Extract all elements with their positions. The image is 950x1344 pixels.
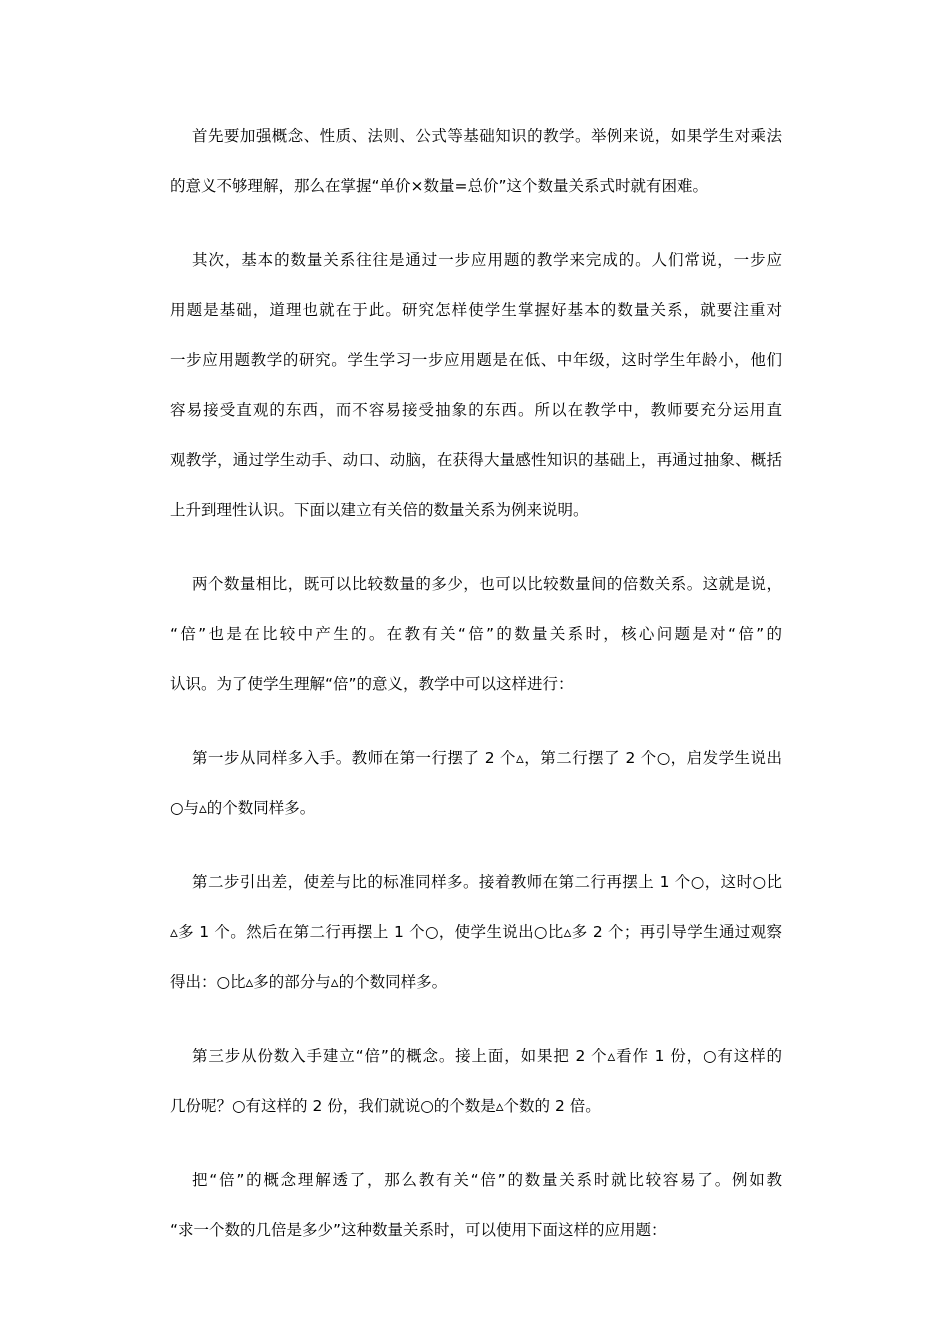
text-line: 第一步从同样多入手。教师在第一行摆了 2 个▵，第二行摆了 2 个○，启发学生说出 xyxy=(192,749,782,767)
text-line: 把“倍”的概念理解透了，那么教有关“倍”的数量关系时就比较容易了。例如教 xyxy=(192,1171,782,1189)
paragraph-step-two xyxy=(170,864,782,1014)
text-line: “求一个数的几倍是多少”这种数量关系时，可以使用下面这样的应用题： xyxy=(170,1221,667,1239)
paragraph-basics xyxy=(170,118,782,218)
text-line: 几份呢？○有这样的 2 份，我们就说○的个数是▵个数的 2 倍。 xyxy=(170,1097,601,1115)
text-line: 用题是基础，道理也就在于此。研究怎样使学生掌握好基本的数量关系，就要注重对 xyxy=(170,301,782,319)
paragraph-step-three xyxy=(170,1038,782,1138)
text-line: 上升到理性认识。下面以建立有关倍的数量关系为例来说明。 xyxy=(170,501,589,519)
paragraph-applying-multiple xyxy=(170,1162,782,1262)
text-line: 容易接受直观的东西，而不容易接受抽象的东西。所以在教学中，教师要充分运用直 xyxy=(170,401,782,419)
paragraph-step-one xyxy=(170,740,782,840)
text-line: 认识。为了使学生理解“倍”的意义，教学中可以这样进行： xyxy=(170,675,574,693)
text-line: 观教学，通过学生动手、动口、动脑，在获得大量感性知识的基础上，再通过抽象、概括 xyxy=(170,451,782,469)
document-body xyxy=(170,118,782,1286)
paragraph-one-step-problems xyxy=(170,242,782,542)
text-line: 的意义不够理解，那么在掌握“单价×数量=总价”这个数量关系式时就有困难。 xyxy=(170,177,709,195)
text-line: 首先要加强概念、性质、法则、公式等基础知识的教学。举例来说，如果学生对乘法 xyxy=(192,127,782,145)
text-line: 第三步从份数入手建立“倍”的概念。接上面，如果把 2 个▵看作 1 份，○有这样的 xyxy=(192,1047,782,1065)
text-line: 第二步引出差，使差与比的标准同样多。接着教师在第二行再摆上 1 个○，这时○比 xyxy=(192,873,782,891)
text-line: ○与▵的个数同样多。 xyxy=(170,799,316,817)
text-line: ▵多 1 个。然后在第二行再摆上 1 个○，使学生说出○比▵多 2 个；再引导学生通过观察 xyxy=(170,923,782,941)
text-line: 一步应用题教学的研究。学生学习一步应用题是在低、中年级，这时学生年龄小，他们 xyxy=(170,351,782,369)
text-line: 两个数量相比，既可以比较数量的多少，也可以比较数量间的倍数关系。这就是说， xyxy=(192,575,782,593)
text-line: 其次，基本的数量关系往往是通过一步应用题的教学来完成的。人们常说，一步应 xyxy=(192,251,782,269)
text-line: “倍”也是在比较中产生的。在教有关“倍”的数量关系时，核心问题是对“倍”的 xyxy=(170,625,782,643)
paragraph-multiple-concept xyxy=(170,566,782,716)
text-line: 得出：○比▵多的部分与▵的个数同样多。 xyxy=(170,973,448,991)
